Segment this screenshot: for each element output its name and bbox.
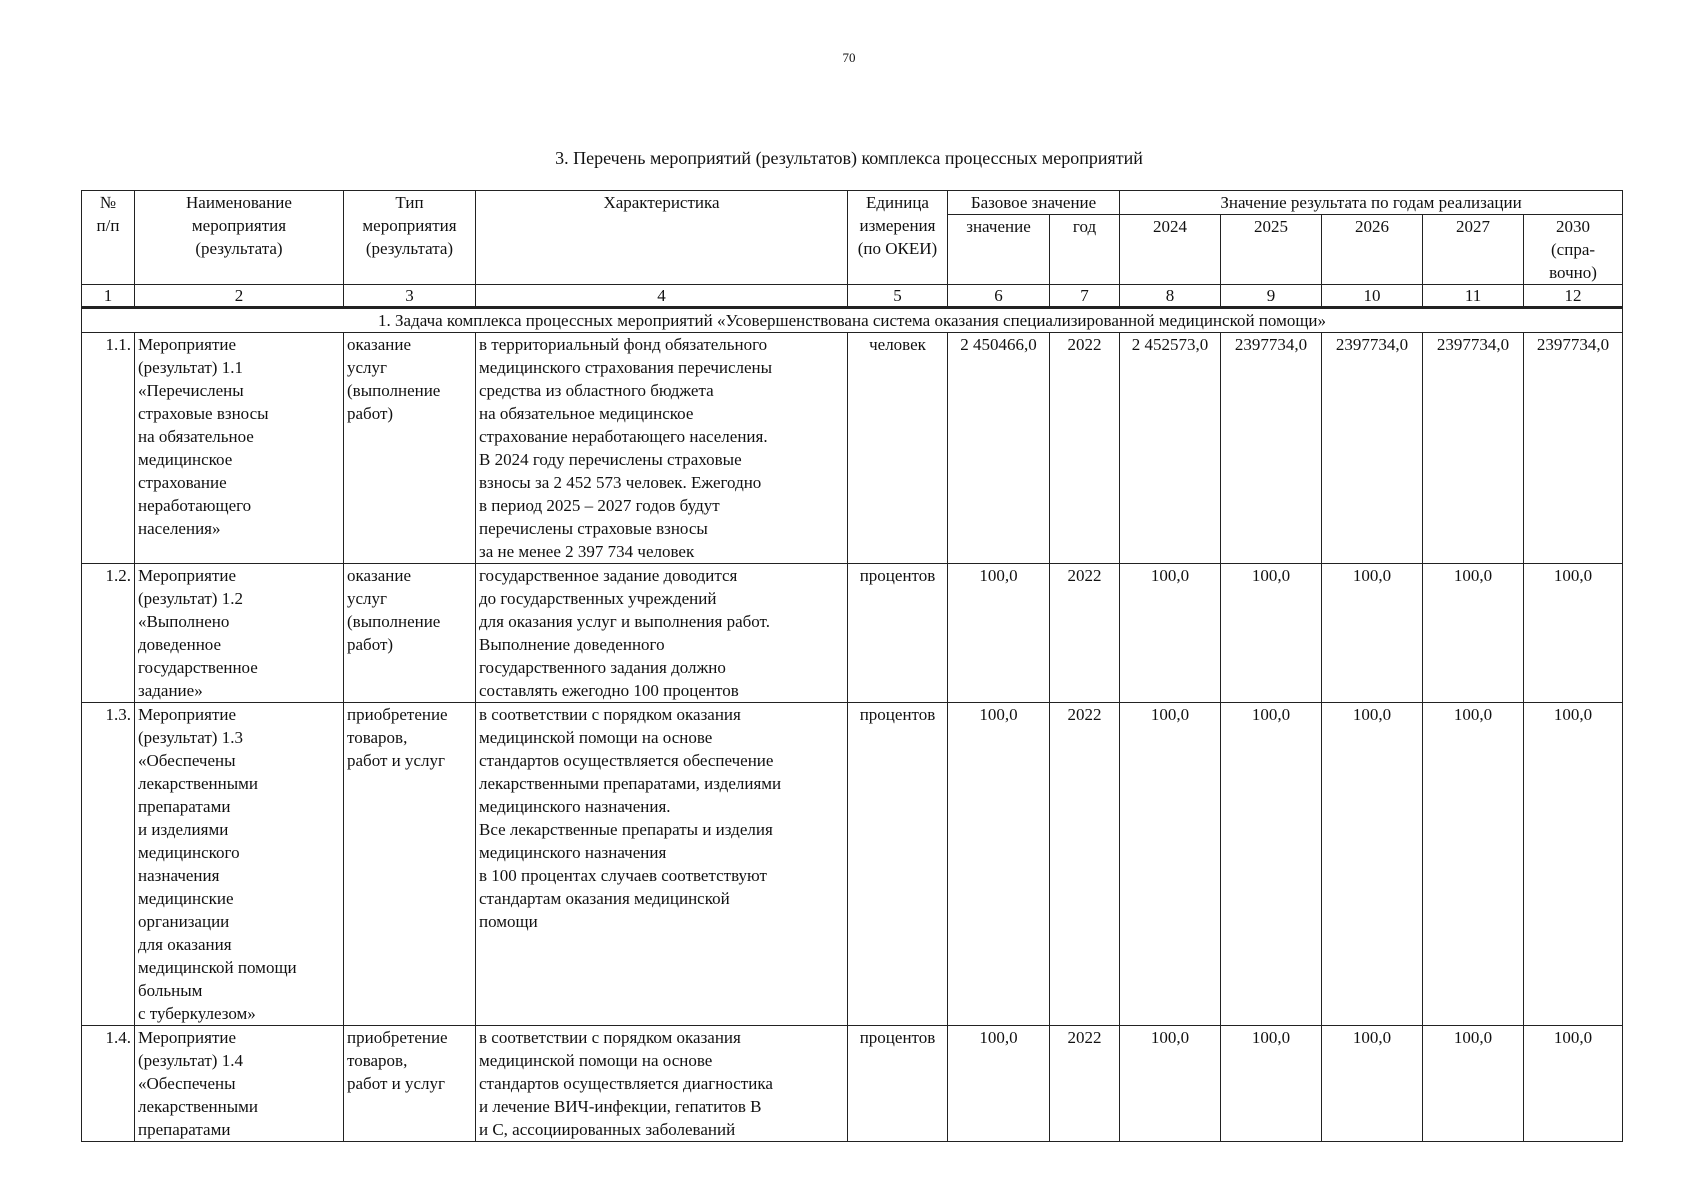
table-row <box>82 703 1623 1026</box>
row-unit: процентов <box>848 564 948 703</box>
row-value-2025: 100,0 <box>1221 564 1322 703</box>
row-characteristic: государственное задание доводится до государственных учреждений для оказания услуг и выполнения работ. Выполнение доведенного государственного задания должно составлять ежегодно 100 процентов <box>476 564 848 703</box>
table-row <box>82 333 1623 564</box>
row-value-2030: 2397734,0 <box>1524 333 1623 564</box>
row-value-2025: 2397734,0 <box>1221 333 1322 564</box>
row-value-2024: 100,0 <box>1120 1026 1221 1142</box>
row-name: Мероприятие (результат) 1.2 «Выполнено доведенное государственное задание» <box>135 564 344 703</box>
header-year-2030: 2030 (спра- вочно) <box>1524 215 1623 285</box>
row-unit: процентов <box>848 703 948 1026</box>
column-number: 3 <box>344 285 476 308</box>
row-type: оказание услуг (выполнение работ) <box>344 564 476 703</box>
row-base-year: 2022 <box>1050 1026 1120 1142</box>
row-base-value: 100,0 <box>948 564 1050 703</box>
header-year-2024: 2024 <box>1120 215 1221 285</box>
row-value-2026: 100,0 <box>1322 1026 1423 1142</box>
header-num: № п/п <box>82 191 135 285</box>
row-base-year: 2022 <box>1050 564 1120 703</box>
column-number: 5 <box>848 285 948 308</box>
header-base-year: год <box>1050 215 1120 285</box>
row-value-2026: 100,0 <box>1322 703 1423 1026</box>
row-unit: человек <box>848 333 948 564</box>
column-number: 8 <box>1120 285 1221 308</box>
task-title: 1. Задача комплекса процессных мероприятий «Усовершенствована система оказания специализированной медицинской помощи» <box>82 308 1623 333</box>
header-characteristic: Характеристика <box>476 191 848 285</box>
table-row <box>82 564 1623 703</box>
header-base-group: Базовое значение <box>948 191 1120 215</box>
column-number: 4 <box>476 285 848 308</box>
row-base-year: 2022 <box>1050 703 1120 1026</box>
column-number: 7 <box>1050 285 1120 308</box>
row-base-value: 100,0 <box>948 703 1050 1026</box>
row-base-value: 2 450466,0 <box>948 333 1050 564</box>
row-characteristic: в территориальный фонд обязательного медицинского страхования перечислены средства из областного бюджета на обязательное медицинское страхование неработающего населения. В 2024 году перечислены страховые взносы за 2 452 573 человек. Ежегодно в период 2025 – 2027 годов будут перечислены страховые взносы за не менее 2 397 734 человек <box>476 333 848 564</box>
row-type: приобретение товаров, работ и услуг <box>344 703 476 1026</box>
row-unit: процентов <box>848 1026 948 1142</box>
header-years-group: Значение результата по годам реализации <box>1120 191 1623 215</box>
column-number: 6 <box>948 285 1050 308</box>
row-num: 1.1. <box>82 333 135 564</box>
row-value-2024: 100,0 <box>1120 564 1221 703</box>
page-number: 70 <box>842 50 856 65</box>
column-number: 10 <box>1322 285 1423 308</box>
row-value-2030: 100,0 <box>1524 1026 1623 1142</box>
row-name: Мероприятие (результат) 1.4 «Обеспечены лекарственными препаратами <box>135 1026 344 1142</box>
column-number: 1 <box>82 285 135 308</box>
row-value-2027: 100,0 <box>1423 1026 1524 1142</box>
row-value-2026: 100,0 <box>1322 564 1423 703</box>
row-value-2027: 100,0 <box>1423 703 1524 1026</box>
row-name: Мероприятие (результат) 1.3 «Обеспечены лекарственными препаратами и изделиями медицинского назначения медицинские организации для оказания медицинской помощи больным с туберкулезом» <box>135 703 344 1026</box>
document-title: 3. Перечень мероприятий (результатов) комплекса процессных мероприятий <box>555 148 1143 168</box>
row-name: Мероприятие (результат) 1.1 «Перечислены страховые взносы на обязательное медицинское страхование неработающего населения» <box>135 333 344 564</box>
row-value-2030: 100,0 <box>1524 703 1623 1026</box>
row-value-2026: 2397734,0 <box>1322 333 1423 564</box>
column-number: 2 <box>135 285 344 308</box>
row-base-year: 2022 <box>1050 333 1120 564</box>
header-base-value: значение <box>948 215 1050 285</box>
column-number: 12 <box>1524 285 1623 308</box>
header-year-2027: 2027 <box>1423 215 1524 285</box>
row-value-2030: 100,0 <box>1524 564 1623 703</box>
row-type: приобретение товаров, работ и услуг <box>344 1026 476 1142</box>
header-unit: Единица измерения (по ОКЕИ) <box>848 191 948 285</box>
row-value-2025: 100,0 <box>1221 703 1322 1026</box>
header-year-2026: 2026 <box>1322 215 1423 285</box>
row-value-2027: 2397734,0 <box>1423 333 1524 564</box>
row-characteristic: в соответствии с порядком оказания медицинской помощи на основе стандартов осуществляется обеспечение лекарственными препаратами, изделиями медицинского назначения. Все лекарственные препараты и изделия медицинского назначения в 100 процентах случаев соответствуют стандартам оказания медицинской помощи <box>476 703 848 1026</box>
row-type: оказание услуг (выполнение работ) <box>344 333 476 564</box>
column-numbers-row <box>82 285 1623 308</box>
row-num: 1.4. <box>82 1026 135 1142</box>
table-row <box>82 1026 1623 1142</box>
row-value-2024: 2 452573,0 <box>1120 333 1221 564</box>
measures-table <box>81 190 1623 1142</box>
row-base-value: 100,0 <box>948 1026 1050 1142</box>
row-num: 1.3. <box>82 703 135 1026</box>
row-num: 1.2. <box>82 564 135 703</box>
row-value-2025: 100,0 <box>1221 1026 1322 1142</box>
row-value-2024: 100,0 <box>1120 703 1221 1026</box>
row-characteristic: в соответствии с порядком оказания медицинской помощи на основе стандартов осуществляется диагностика и лечение ВИЧ-инфекции, гепатитов В и С, ассоциированных заболеваний <box>476 1026 848 1142</box>
header-name: Наименование мероприятия (результата) <box>135 191 344 285</box>
header-type: Тип мероприятия (результата) <box>344 191 476 285</box>
column-number: 9 <box>1221 285 1322 308</box>
column-number: 11 <box>1423 285 1524 308</box>
header-year-2025: 2025 <box>1221 215 1322 285</box>
header-row-top <box>82 191 1623 215</box>
row-value-2027: 100,0 <box>1423 564 1524 703</box>
task-row <box>82 308 1623 333</box>
